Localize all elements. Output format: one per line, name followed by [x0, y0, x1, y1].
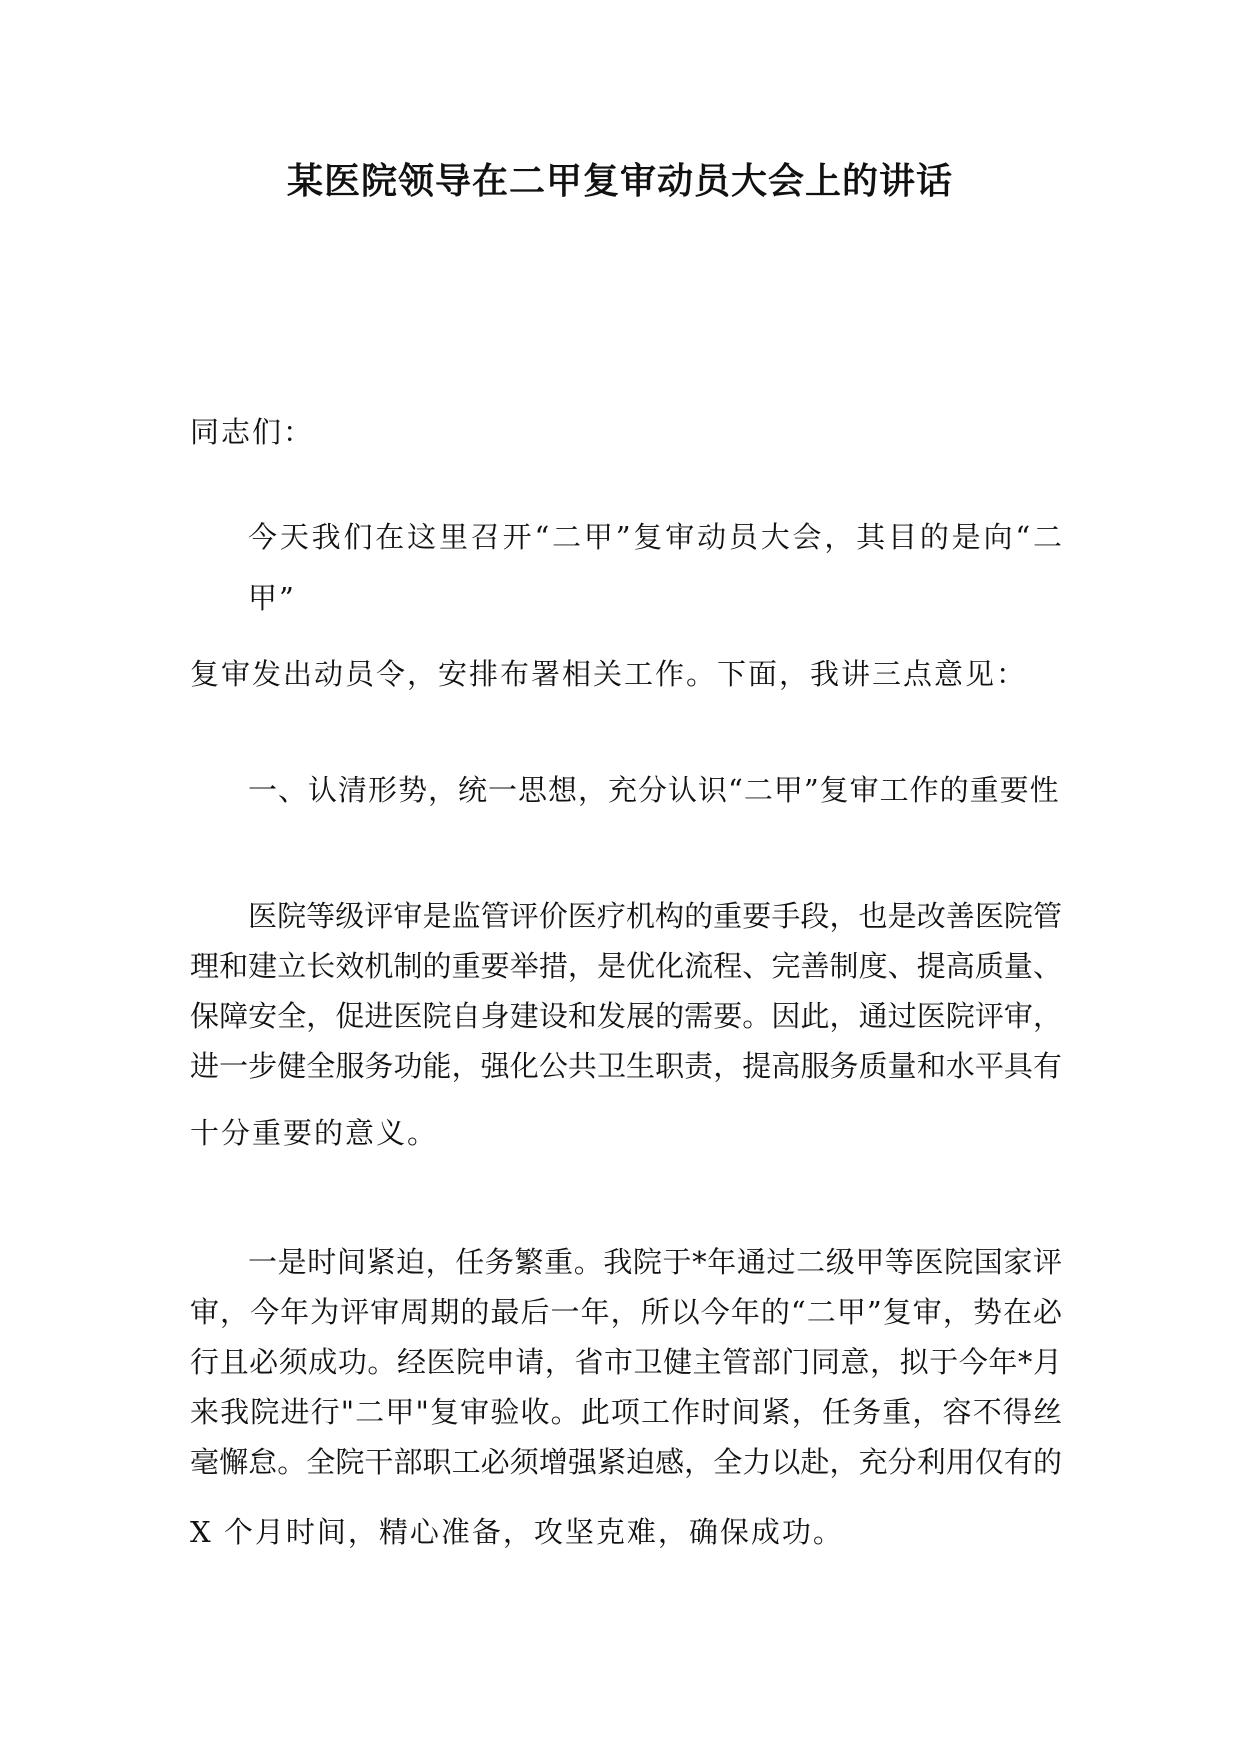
- para-2-line-3: 行且必须成功。经医院申请，省市卫健主管部门同意，拟于今年*月: [190, 1345, 1062, 1379]
- intro-line-1: 今天我们在这里召开“二甲”复审动员大会，其目的是向“二: [248, 520, 1062, 554]
- para-2-line-4: 来我院进行"二甲"复审验收。此项工作时间紧，任务重，容不得丝: [190, 1395, 1062, 1429]
- para-1-line-5: 十分重要的意义。: [190, 1116, 439, 1150]
- intro-line-2: 甲”: [248, 581, 296, 615]
- para-2-line-5: 毫懈怠。全院干部职工必须增强紧迫感，全力以赴，充分利用仅有的: [190, 1445, 1062, 1479]
- section-1-heading: 一、认清形势，统一思想，充分认识“二甲”复审工作的重要性: [248, 773, 1060, 807]
- para-2-line-6: X 个月时间，精心准备，攻坚克难，确保成功。: [190, 1515, 844, 1549]
- para-1-line-1: 医院等级评审是监管评价医疗机构的重要手段，也是改善医院管: [248, 899, 1062, 933]
- para-1-line-3: 保障安全，促进医院自身建设和发展的需要。因此，通过医院评审，: [190, 999, 1062, 1033]
- greeting: 同志们：: [190, 415, 315, 449]
- para-1-line-4: 进一步健全服务功能，强化公共卫生职责，提高服务质量和水平具有: [190, 1049, 1062, 1083]
- para-1-line-2: 理和建立长效机制的重要举措，是优化流程、完善制度、提高质量、: [190, 949, 1062, 983]
- document-title: 某医院领导在二甲复审动员大会上的讲话: [286, 161, 953, 202]
- para-2-line-1: 一是时间紧迫，任务繁重。我院于*年通过二级甲等医院国家评: [248, 1245, 1062, 1279]
- para-2-line-2: 审，今年为评审周期的最后一年，所以今年的“二甲”复审，势在必: [190, 1295, 1062, 1329]
- intro-line-3: 复审发出动员令，安排布署相关工作。下面，我讲三点意见：: [190, 657, 1028, 691]
